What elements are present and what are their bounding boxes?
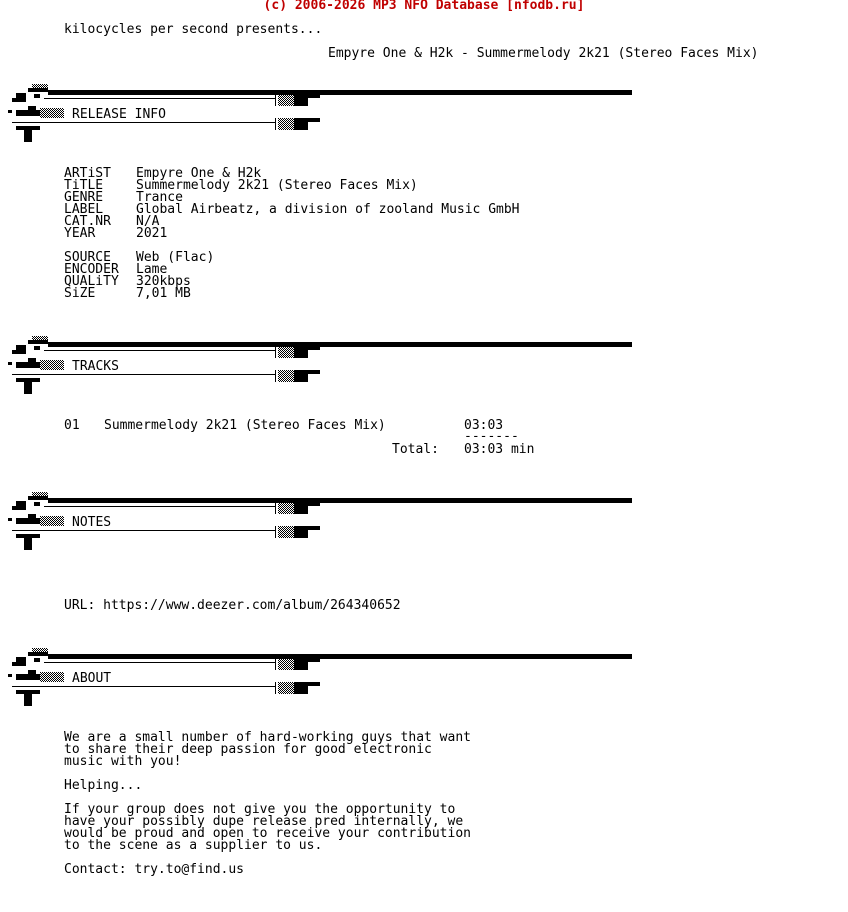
title-value: Summermelody 2k21 (Stereo Faces Mix) bbox=[136, 178, 418, 193]
quality-value: 320kbps bbox=[136, 274, 191, 289]
artist-value: Empyre One & H2k bbox=[136, 166, 262, 181]
genre-label: GENRE bbox=[64, 190, 104, 205]
total-label: Total: bbox=[392, 442, 439, 457]
section-banner-tracks bbox=[8, 336, 638, 398]
section-banner-release-info bbox=[8, 84, 638, 146]
track-name: Summermelody 2k21 (Stereo Faces Mix) bbox=[104, 418, 386, 433]
about-text: have your possibly dupe release pred internally, we bbox=[64, 814, 464, 829]
year-value: 2021 bbox=[136, 226, 168, 241]
about-text: We are a small number of hard-working guys that want bbox=[64, 730, 471, 745]
about-text: would be proud and open to receive your contribution bbox=[64, 826, 471, 841]
about-text: to the scene as a supplier to us. bbox=[64, 838, 323, 853]
catnr-label: CAT.NR bbox=[64, 214, 111, 229]
section-title: NOTES bbox=[72, 515, 112, 530]
section-banner-about bbox=[8, 648, 638, 710]
track-length: 03:03 bbox=[464, 418, 504, 433]
section-title: TRACKS bbox=[72, 359, 119, 374]
source-label: SOURCE bbox=[64, 250, 111, 265]
size-label: SiZE bbox=[64, 286, 96, 301]
about-text: music with you! bbox=[64, 754, 182, 769]
url-line: URL: https://www.deezer.com/album/264340652 bbox=[64, 598, 401, 613]
presents-line: kilocycles per second presents... bbox=[64, 22, 323, 37]
release-title: Empyre One & H2k - Summermelody 2k21 (Stereo Faces Mix) bbox=[328, 46, 759, 61]
title-label: TiTLE bbox=[64, 178, 104, 193]
source-value: Web (Flac) bbox=[136, 250, 215, 265]
contact-line: Contact: try.to@find.us bbox=[64, 862, 245, 877]
label-label: LABEL bbox=[64, 202, 104, 217]
total-value: 03:03 min bbox=[464, 442, 535, 457]
total-divider: ------- bbox=[464, 429, 519, 444]
artist-label: ARTiST bbox=[64, 166, 111, 181]
label-value: Global Airbeatz, a division of zooland Music GmbH bbox=[136, 202, 520, 217]
about-text: If your group does not give you the opportunity to bbox=[64, 802, 456, 817]
section-title: RELEASE INFO bbox=[72, 107, 166, 122]
section-banner-notes bbox=[8, 492, 638, 554]
site-header: (c) 2006-2026 MP3 NFO Database [nfodb.ru] bbox=[263, 0, 585, 13]
year-label: YEAR bbox=[64, 226, 96, 241]
section-title: ABOUT bbox=[72, 671, 112, 686]
track-number: 01 bbox=[64, 418, 80, 433]
encoder-label: ENCODER bbox=[64, 262, 119, 277]
quality-label: QUALiTY bbox=[64, 274, 119, 289]
catnr-value: N/A bbox=[136, 214, 160, 229]
encoder-value: Lame bbox=[136, 262, 168, 277]
genre-value: Trance bbox=[136, 190, 183, 205]
about-text: Helping... bbox=[64, 778, 143, 793]
size-value: 7,01 MB bbox=[136, 286, 191, 301]
about-text: to share their deep passion for good electronic bbox=[64, 742, 432, 757]
